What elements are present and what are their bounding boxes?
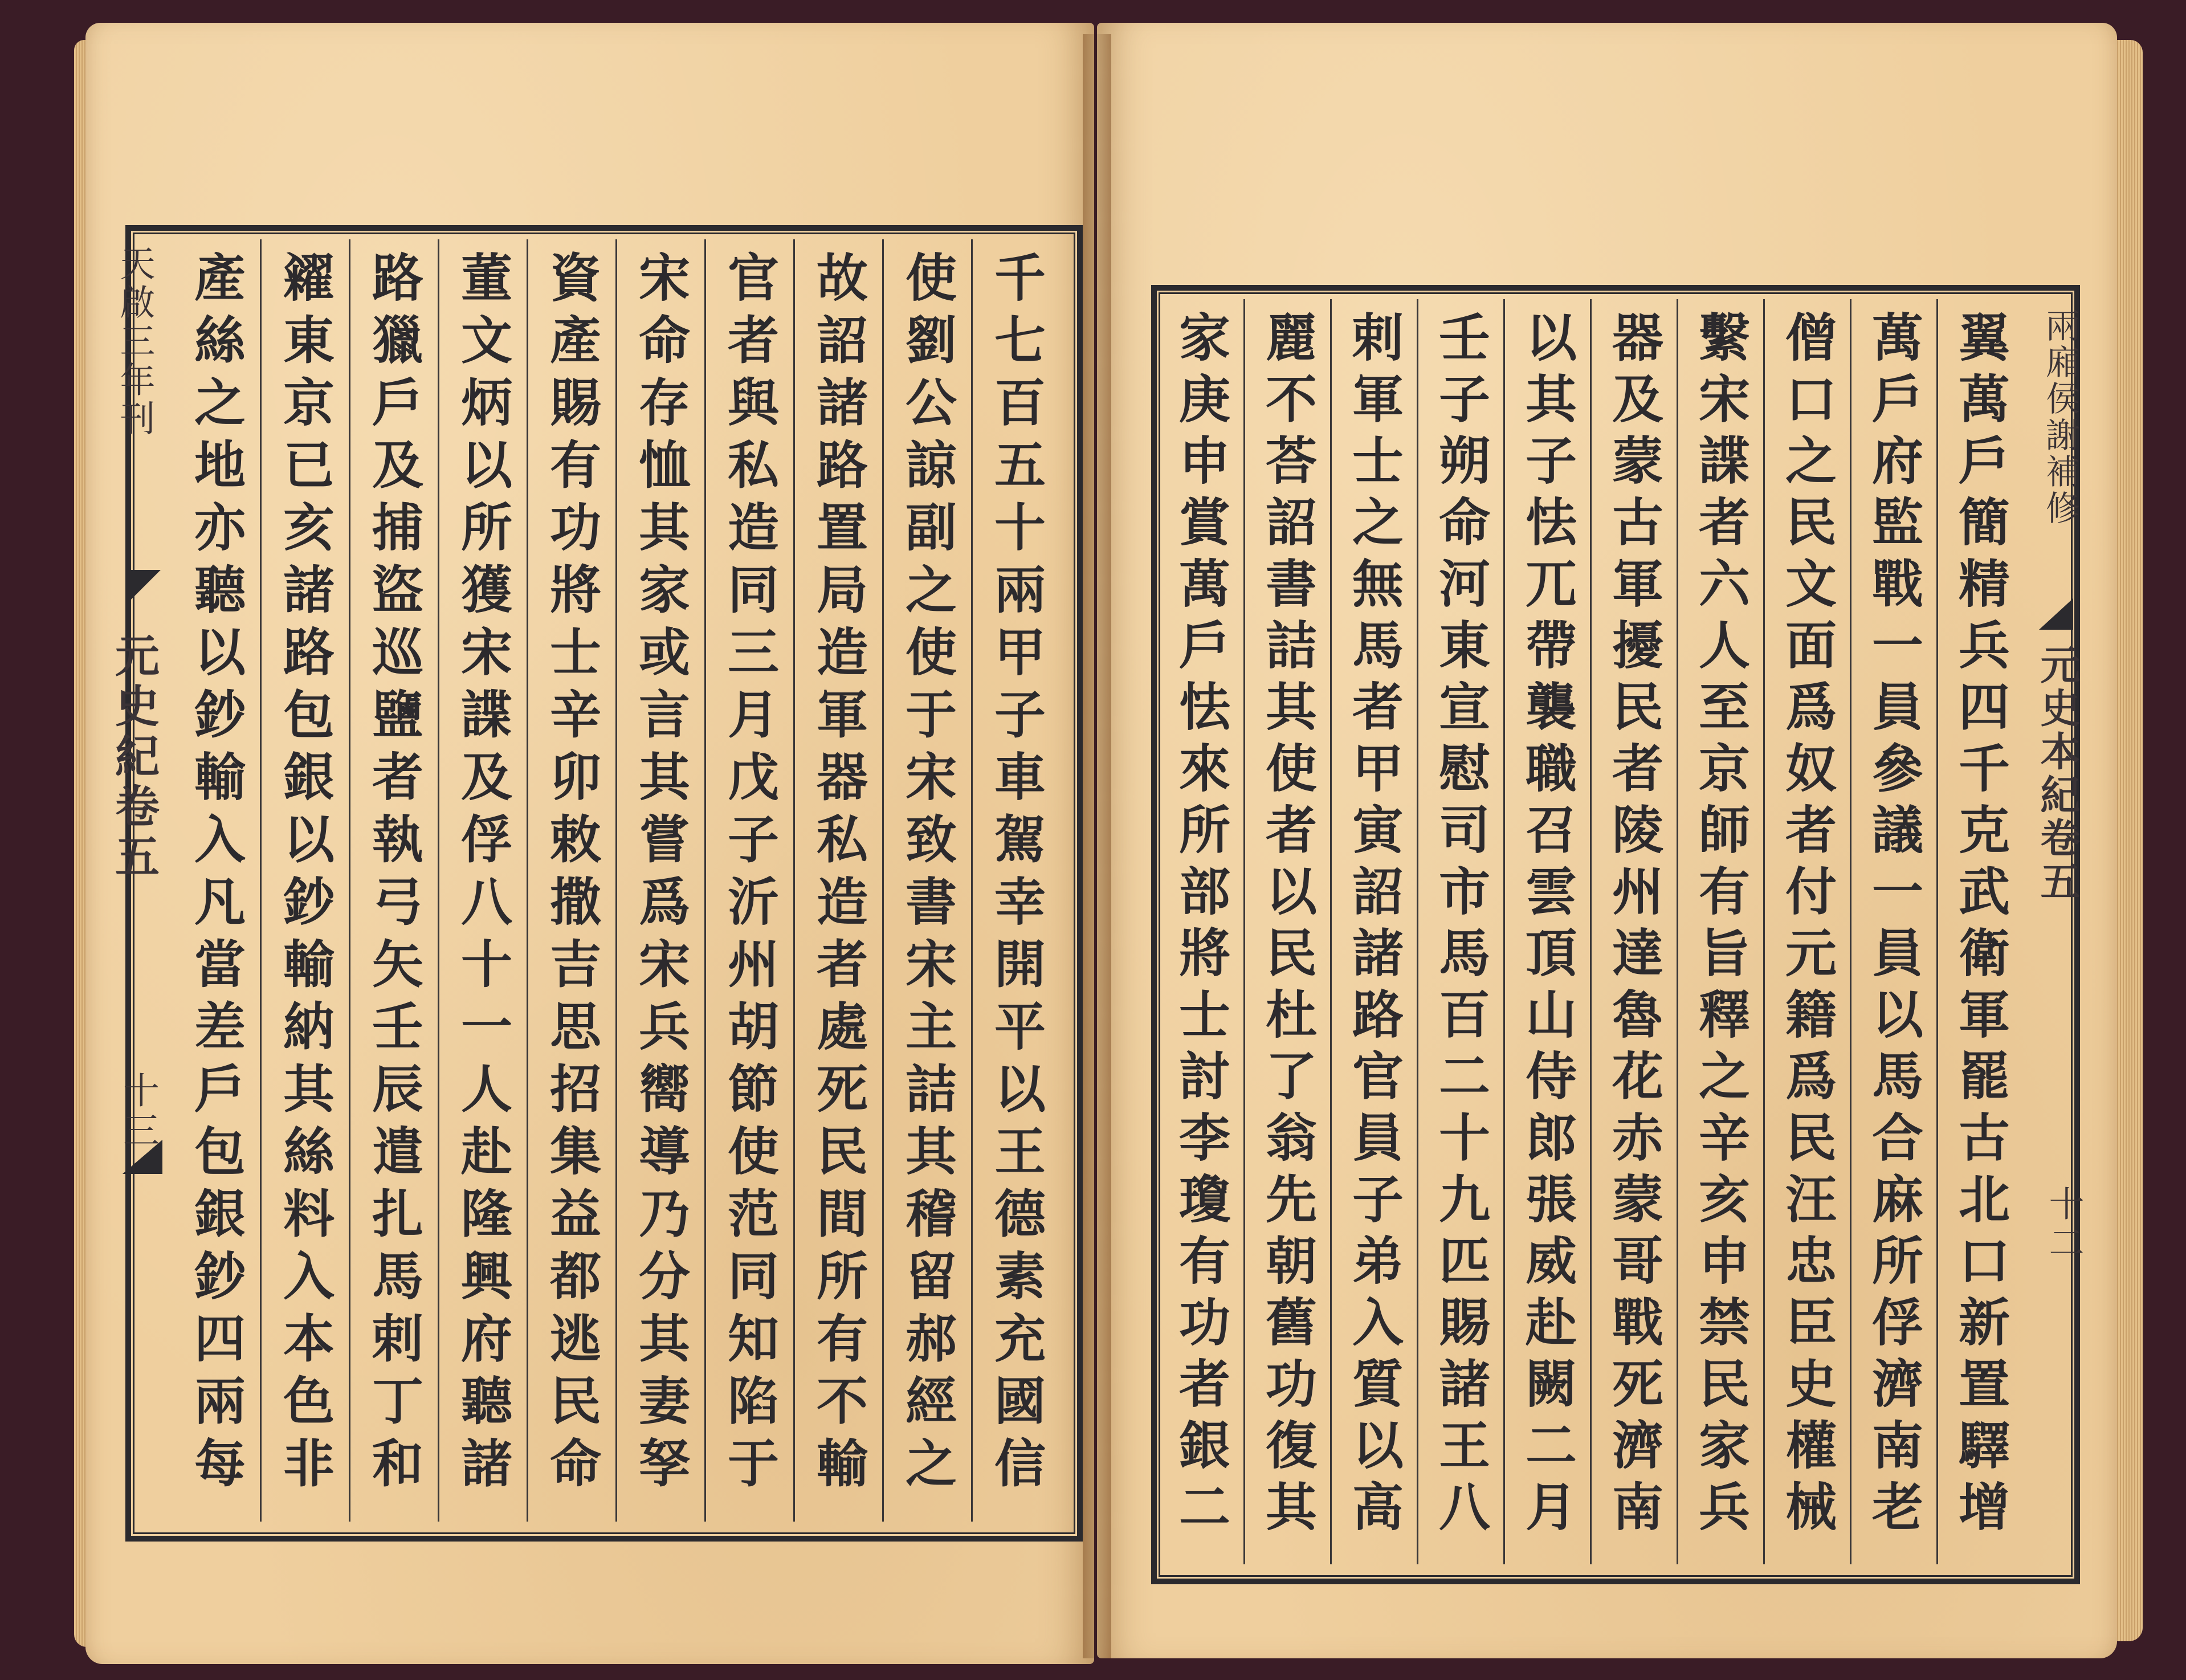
left-page-column: 資產賜有功將士辛卯敕撒吉思招集益都逃民命 bbox=[541, 251, 601, 1499]
column-rule bbox=[1590, 299, 1592, 1564]
right-margin-title: 兩廂侯謝補修 bbox=[2040, 308, 2080, 527]
column-rule bbox=[793, 239, 795, 1522]
column-rule bbox=[260, 239, 262, 1522]
left-page-column: 宋命存恤其家或言其嘗爲宋兵嚮導乃分其妻孥 bbox=[630, 251, 690, 1499]
right-page-column: 萬戶府監戰一員參議一員以馬合麻所俘濟南老 bbox=[1863, 311, 1923, 1542]
column-rule bbox=[1763, 299, 1765, 1564]
column-rule bbox=[704, 239, 706, 1522]
column-rule bbox=[882, 239, 884, 1522]
column-rule bbox=[1417, 299, 1418, 1564]
right-page-column: 翼萬戶簡精兵四千克武衛軍罷古北口新置驛增 bbox=[1950, 311, 2010, 1542]
left-fishtail-mark-upper bbox=[127, 570, 161, 604]
right-page-column: 家庚申賞萬戶怯來所部將士討李瓊有功者銀二 bbox=[1170, 311, 1230, 1542]
right-fishtail-mark bbox=[2039, 598, 2073, 630]
left-page-column: 千七百五十兩甲子車駕幸開平以王德素充國信 bbox=[985, 251, 1046, 1499]
right-page-column: 剌軍士之無馬者甲寅詔諸路官員子弟入質以高 bbox=[1343, 311, 1404, 1542]
column-rule bbox=[971, 239, 973, 1522]
left-page-column: 產絲之地亦聽以鈔輸入凡當差戶包銀鈔四兩每 bbox=[185, 251, 246, 1499]
left-fishtail-mark bbox=[123, 1140, 162, 1174]
left-page-column: 使劉公諒副之使于宋致書宋主詰其稽留郝經之 bbox=[896, 251, 957, 1499]
column-rule bbox=[349, 239, 350, 1522]
column-rule bbox=[1503, 299, 1505, 1564]
left-margin-title: 元史紀卷五 bbox=[108, 633, 160, 883]
column-rule bbox=[1936, 299, 1938, 1564]
column-rule bbox=[615, 239, 617, 1522]
right-margin-page-number: 十二 bbox=[2043, 1185, 2085, 1263]
right-page-column: 以其子怯兀帶襲職召雲頂山侍郎張威赴闕二月 bbox=[1516, 311, 1577, 1542]
column-rule bbox=[527, 239, 528, 1522]
left-margin-date: 天啟三年刊 bbox=[114, 245, 156, 439]
left-margin-page-number: 十三 bbox=[117, 1071, 159, 1151]
left-page-column: 董文炳以所獲宋諜及俘八十一人赴隆興府聽諸 bbox=[452, 251, 512, 1499]
column-rule bbox=[1243, 299, 1245, 1564]
right-page-column: 麗不荅詔書詰其使者以民杜了翁先朝舊功復其 bbox=[1257, 311, 1317, 1542]
column-rule bbox=[1330, 299, 1332, 1564]
left-page-column: 糴東京已亥諸路包銀以鈔輸納其絲料入本色非 bbox=[274, 251, 335, 1499]
right-margin-book-title: 元史本紀卷五 bbox=[2034, 644, 2081, 904]
column-rule bbox=[438, 239, 439, 1522]
left-page-column: 官者與私造同三月戊子沂州胡節使范同知陷于 bbox=[719, 251, 779, 1499]
column-rule bbox=[1850, 299, 1851, 1564]
right-page-column: 繫宋諜者六人至京師有旨釋之辛亥申禁民家兵 bbox=[1690, 311, 1750, 1542]
left-page-column: 故詔諸路置局造軍器私造者處死民間所有不輸 bbox=[807, 251, 868, 1499]
right-page-column: 器及蒙古軍擾民者陵州達魯花赤蒙哥戰死濟南 bbox=[1603, 311, 1663, 1542]
left-page-column: 路獵戶及捕盜巡鹽者執弓矢壬辰遣扎馬剌丁和 bbox=[363, 251, 423, 1499]
right-page-column: 壬子朔命河東宣慰司市馬百二十九匹賜諸王八 bbox=[1430, 311, 1490, 1542]
column-rule bbox=[1677, 299, 1678, 1564]
book-gutter bbox=[1083, 34, 1111, 1658]
right-page-column: 僧口之民文面爲奴者付元籍爲民汪忠臣史權械 bbox=[1776, 311, 1837, 1542]
